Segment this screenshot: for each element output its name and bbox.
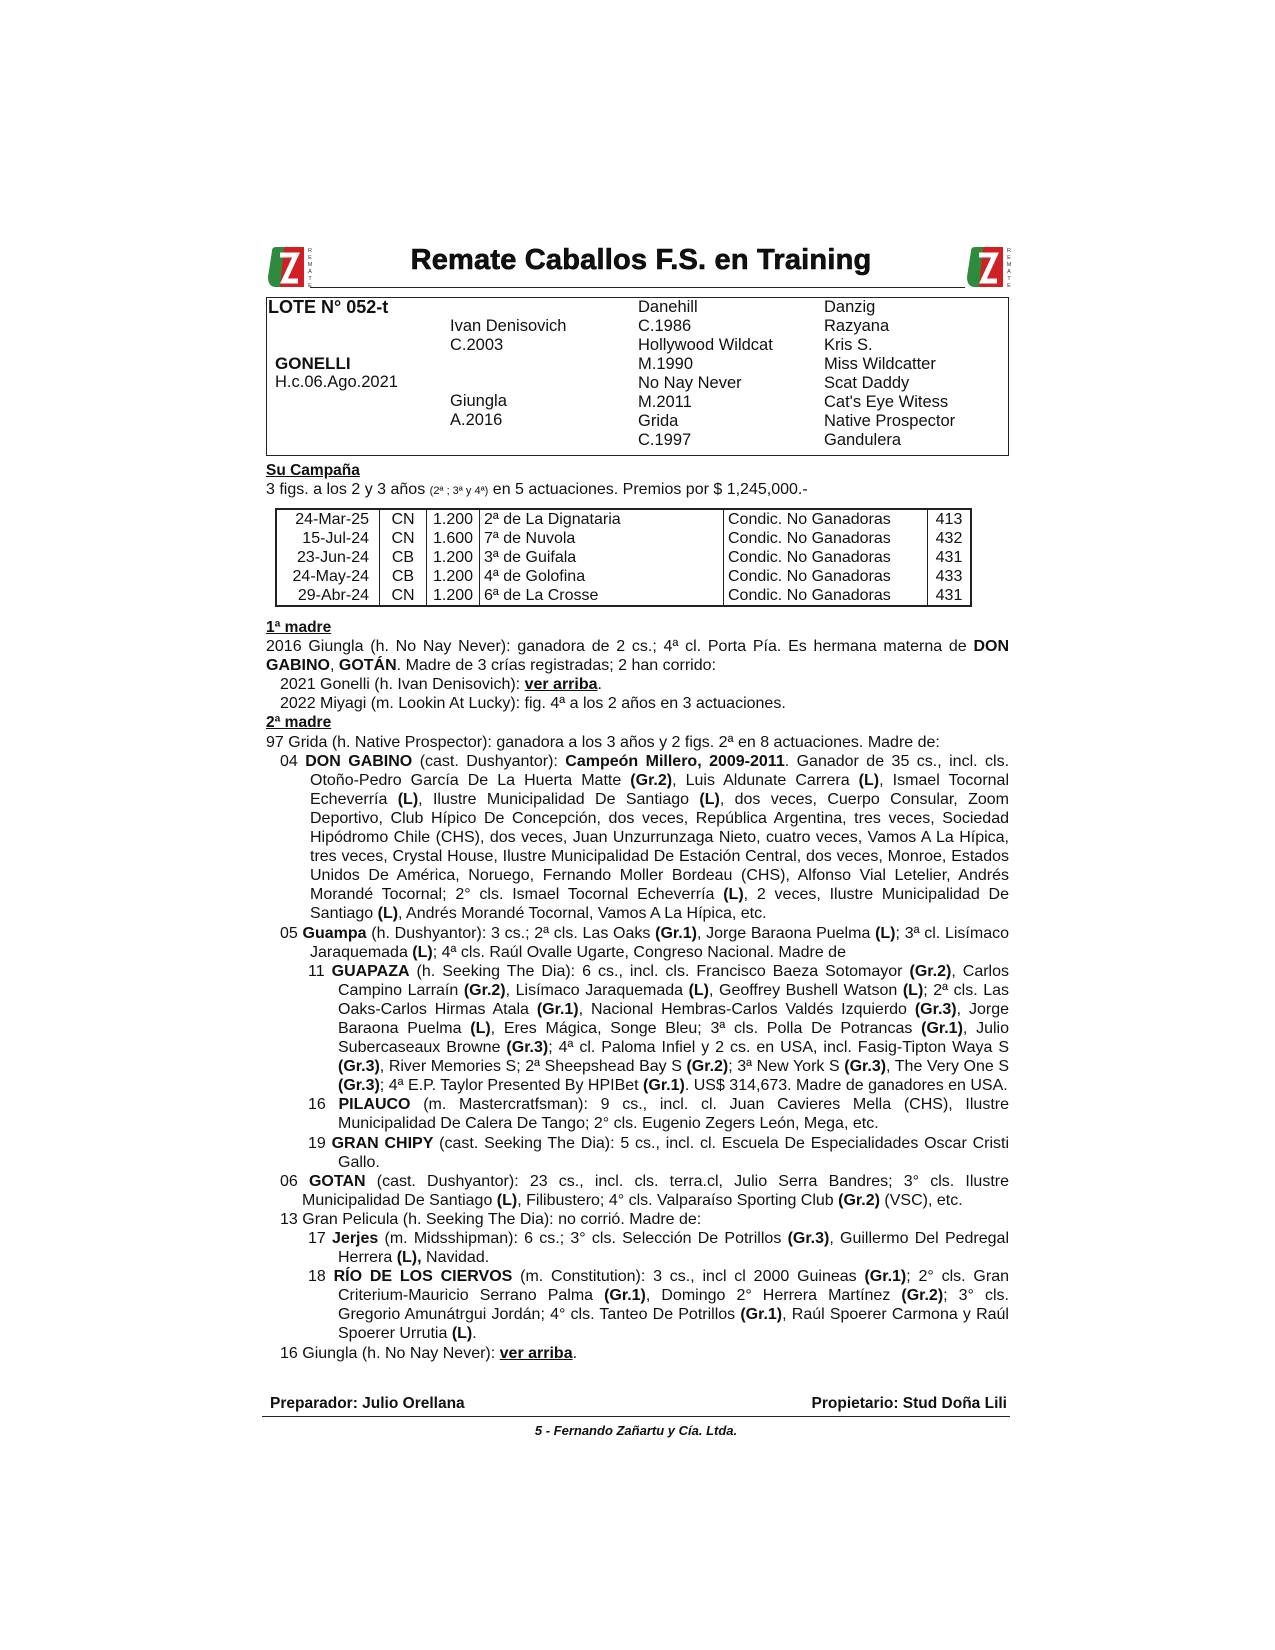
race-cell-cond: Condic. No Ganadoras [724, 586, 928, 606]
svg-text:R: R [308, 248, 312, 254]
race-cell-track: CN [380, 586, 427, 606]
race-cell-dist: 1.600 [427, 529, 480, 548]
race-record-table [275, 508, 972, 607]
ancestor-cell: C.1997 [638, 431, 692, 449]
race-cell-date: 15-Jul-24 [302, 530, 369, 547]
produce-item: 19 GRAN CHIPY (cast. Seeking The Dia): 5 cs., incl. cl. Escuela De Especialidades Oscar Cristi Gallo. [308, 1134, 1009, 1171]
campaign-summary: 3 figs. a los 2 y 3 años (2ª ; 3ª y 4ª) en 5 actuaciones. Premios por $ 1,245,000.- [266, 481, 808, 498]
race-cell-track: CB [380, 548, 427, 567]
race-cell-weight: 431 [928, 586, 972, 606]
race-cell-dist: 1.200 [427, 586, 480, 606]
dam-info: A.2016 [450, 411, 503, 429]
owner-label: Propietario: Stud Doña Lili [811, 1395, 1007, 1412]
footer-divider [262, 1416, 1010, 1417]
race-cell-place: 6ª de La Crosse [480, 586, 724, 606]
produce-item: 13 Gran Pelicula (h. Seeking The Dia): no corrió. Madre de: [280, 1210, 702, 1228]
page-footer-credit: 5 - Fernando Zañartu y Cía. Ltda. [534, 1423, 738, 1438]
campaign-heading: Su Campaña [266, 462, 360, 479]
race-cell-weight: 413 [928, 509, 972, 529]
pedigree-box [266, 297, 1009, 456]
race-cell-weight: 431 [928, 548, 972, 567]
ver-arriba-link: ver arriba [499, 1344, 573, 1362]
race-cell-cond: Condic. No Ganadoras [724, 509, 928, 529]
svg-text:M: M [1006, 262, 1012, 268]
dam-lines [266, 618, 1009, 1363]
first-dam-heading: 1ª madre [266, 619, 332, 636]
svg-text:M: M [307, 262, 313, 268]
ancestor-cell: M.2011 [638, 393, 692, 411]
title-divider [310, 287, 965, 288]
ancestor-cell: Native Prospector [824, 412, 956, 430]
zr-remates-logo-icon [266, 243, 316, 291]
ancestor-cell: Hollywood Wildcat [638, 336, 773, 354]
ancestor-cell: Danehill [638, 298, 698, 316]
produce-item: 05 Guampa (h. Dushyantor): 3 cs.; 2ª cls. Las Oaks (Gr.1), Jorge Baraona Puelma (L); 3ª cl. Lisímaco Jaraquemada (L); 4ª cls. Raúl Ovalle Ugarte, Congreso Nacional. Madre de [280, 924, 1009, 961]
svg-text:A: A [308, 269, 312, 275]
produce-item: 2021 Gonelli (h. Ivan Denisovich): ver arriba. [280, 676, 602, 694]
produce-item: 06 GOTAN (cast. Dushyantor): 23 cs., incl. cls. terra.cl, Julio Serra Bandres; 3° cls. Ilustre Municipalidad De Santiago (L), Filibustero; 4° cls. Valparaíso Sporting Club (Gr.2) (VSC), etc. [280, 1172, 1010, 1209]
zr-remates-logo-icon [965, 243, 1015, 291]
produce-item: 17 Jerjes (m. Midsshipman): 6 cs.; 3° cls. Selección De Potrillos (Gr.3), Guillermo Del Pedregal Herrera (L), Navidad. [308, 1230, 1010, 1267]
race-cell-dist: 1.200 [427, 567, 480, 586]
second-dam-heading: 2ª madre [266, 714, 332, 732]
svg-text:E: E [1007, 255, 1011, 261]
race-cell-track: CN [380, 509, 427, 529]
race-cell-weight: 432 [928, 529, 972, 548]
race-cell-cond: Condic. No Ganadoras [724, 548, 928, 567]
horse-name: GONELLI [275, 354, 351, 373]
lote-number: LOTE N° 052-t [268, 297, 389, 317]
svg-text:E: E [308, 255, 312, 261]
second-dam-intro: 97 Grida (h. Native Prospector): ganadora a los 3 años y 2 figs. 2ª en 8 actuaciones. Madre de: [266, 733, 940, 751]
produce-item: 04 DON GABINO (cast. Dushyantor): Campeón Millero, 2009-2011. Ganador de 35 cs., incl. cls. Otoño-Pedro García De La Huerta Matte (Gr.2), Luis Aldunate Carrera (L), Ismael Tocornal Echeverría (L), Ilustre Municipalidad De Santiago (L), dos veces, Cuerpo Consular, Zoom Deportivo, Club Hípico De Concepción, dos veces, República Argentina, tres veces, Sociedad Hipódromo Chile (CHS), dos veces, Juan Unzurrunzaga Nieto, cuatro veces, Vamos A La Hípica, tres veces, Crystal House, Ilustre Municipalidad De Estación Central, dos veces, Monroe, Estados Unidos De América, Noruego, Fernando Moller Bordeau (CHS), Alfonso Vial Letelier, Andrés Morandé Tocornal; 2° cls. Ismael Tocornal Echeverría (L), 2 veces, Ilustre Municipalidad De Santiago (L), Andrés Morandé Tocornal, Vamos A La Hípica, etc. [280, 752, 1010, 923]
race-cell-date: 29-Abr-24 [297, 587, 369, 604]
race-cell-track: CN [380, 529, 427, 548]
ancestor-cell: Miss Wildcatter [824, 355, 936, 373]
horse-info: H.c.06.Ago.2021 [275, 373, 398, 391]
svg-text:T: T [308, 276, 312, 282]
ancestor-cell: Razyana [824, 317, 890, 335]
ancestor-cell: M.1990 [638, 355, 694, 373]
race-row [276, 567, 971, 586]
ancestor-cell: Gandulera [824, 431, 902, 449]
svg-text:E: E [308, 283, 312, 289]
race-cell-track: CB [380, 567, 427, 586]
ver-arriba-link: ver arriba [524, 676, 598, 694]
first-dam-text: 2016 Giungla (h. No Nay Never): ganadora de 2 cs.; 4ª cl. Porta Pía. Es hermana materna de DON GABINO, GOTÁN. Madre de 3 crías registradas; 2 han corrido: [266, 638, 1009, 675]
sire-info: C.2003 [450, 336, 504, 354]
ancestor-cell: Cat's Eye Witess [824, 393, 949, 411]
race-cell-dist: 1.200 [427, 509, 480, 529]
dam-name: Giungla [450, 392, 507, 410]
svg-text:T: T [1007, 276, 1011, 282]
race-row [276, 529, 971, 548]
produce-item: 11 GUAPAZA (h. Seeking The Dia): 6 cs., incl. cls. Francisco Baeza Sotomayor (Gr.2), Carlos Campino Larraín (Gr.2), Lisímaco Jaraquemada (L), Geoffrey Bushell Watson (L); 2ª cls. Las Oaks-Carlos Hirmas Atala (Gr.1), Nacional Hembras-Carlos Valdés Izquierdo (Gr.3), Jorge Baraona Puelma (L), Eres Mágica, Songe Bleu; 3ª cls. Polla De Potrancas (Gr.1), Julio Subercaseaux Browne (Gr.3); 4ª cl. Paloma Infiel y 2 cs. en USA, incl. Fasig-Tipton Waya S (Gr.3), River Memories S; 2ª Sheepshead Bay S (Gr.2); 3ª New York S (Gr.3), The Very One S (Gr.3); 4ª E.P. Taylor Presented By HPIBet (Gr.1). US$ 314,673. Madre de ganadores en USA. [308, 962, 1010, 1095]
race-cell-cond: Condic. No Ganadoras [724, 529, 928, 548]
produce-item: 18 RÍO DE LOS CIERVOS (m. Constitution): 3 cs., incl cl 2000 Guineas (Gr.1); 2° cls. Gran Criterium-Mauricio Serrano Palma (Gr.1), Domingo 2° Herrera Martínez (Gr.2); 3° cls. Gregorio Amunátrgui Jordán; 4° cls. Tanteo De Potrillos (Gr.1), Raúl Spoerer Carmona y Raúl Spoerer Urrutia (L). [308, 1268, 1009, 1343]
svg-text:E: E [1007, 283, 1011, 289]
ancestor-cell: No Nay Never [638, 374, 742, 392]
race-cell-place: 3ª de Guifala [480, 548, 724, 567]
race-row [276, 586, 971, 606]
race-cell-date: 23-Jun-24 [296, 549, 369, 566]
race-cell-date: 24-Mar-25 [295, 511, 369, 528]
race-cell-weight: 433 [928, 567, 972, 586]
race-cell-date: 24-May-24 [292, 568, 369, 585]
page-title: Remate Caballos F.S. en Training [410, 244, 872, 276]
ancestor-cell: Kris S. [824, 336, 873, 354]
ancestor-cell: Danzig [824, 298, 876, 316]
produce-item: 2022 Miyagi (m. Lookin At Lucky): fig. 4ª a los 2 años en 3 actuaciones. [280, 695, 786, 713]
race-cell-cond: Condic. No Ganadoras [724, 567, 928, 586]
race-cell-dist: 1.200 [427, 548, 480, 567]
ancestor-cell: Grida [638, 412, 679, 430]
produce-item: 16 Giungla (h. No Nay Never): ver arriba. [280, 1344, 578, 1362]
race-cell-place: 2ª de La Dignataria [480, 509, 724, 529]
ancestor-cell: C.1986 [638, 317, 692, 335]
race-cell-place: 4ª de Golofina [480, 567, 724, 586]
trainer-label: Preparador: Julio Orellana [270, 1395, 465, 1412]
svg-text:A: A [1007, 269, 1011, 275]
sire-name: Ivan Denisovich [450, 317, 567, 335]
produce-item: 16 PILAUCO (m. Mastercratfsman): 9 cs., incl. cl. Juan Cavieres Mella (CHS), Ilustre Municipalidad De Calera De Tango; 2° cls. Eugenio Zegers León, Mega, etc. [308, 1096, 1009, 1133]
race-row [276, 548, 971, 567]
ancestor-cell: Scat Daddy [824, 374, 910, 392]
svg-text:R: R [1007, 248, 1011, 254]
race-cell-place: 7ª de Nuvola [480, 529, 724, 548]
race-row [276, 509, 971, 529]
